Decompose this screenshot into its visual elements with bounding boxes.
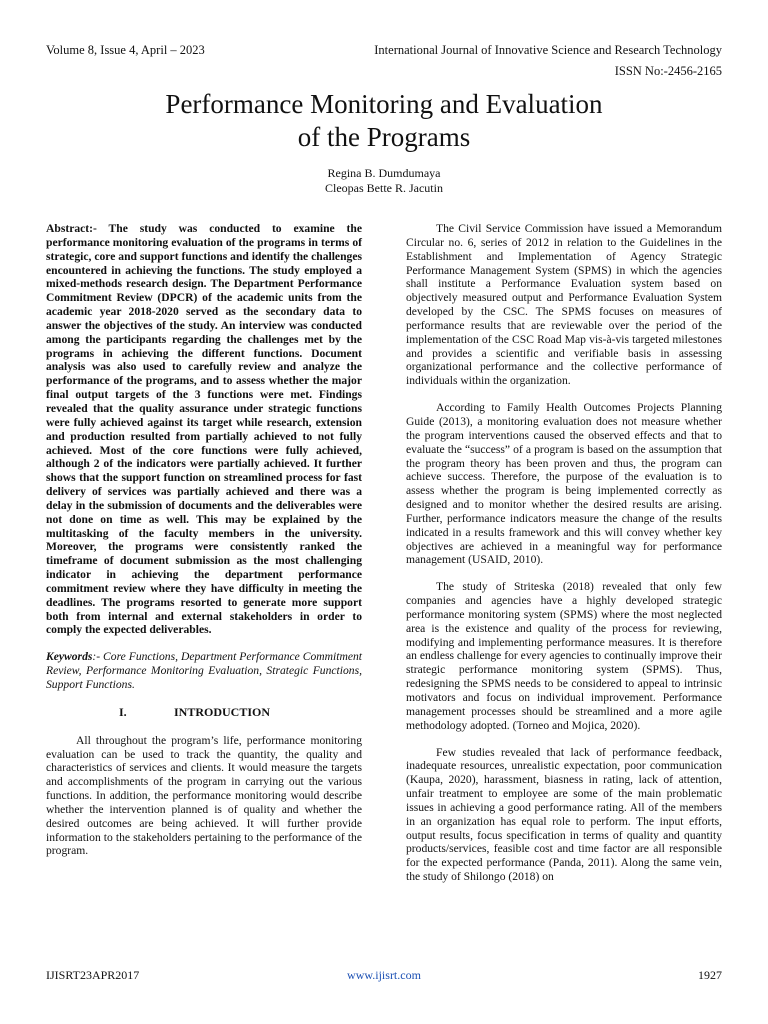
journal-link[interactable]: www.ijisrt.com: [347, 968, 421, 982]
body-paragraph: Few studies revealed that lack of performance feedback, inadequate resources, unrealistic expectation, poor communication (Kaupa, 2020), harassment, biasness in rating, lack of attention, unfair treatment to employee are some of the main problematic issues in achieving a good performance rating. All of the members in an organization has equal role to perform. The input efforts, output results, focus specification in terms of quality and quantity products/services, feasible cost and time factor are all responsible for the expected performance (Panda, 2011). Along the same vein, the study of Shilongo (2018) on: [406, 745, 722, 884]
body-paragraph: The Civil Service Commission have issued a Memorandum Circular no. 6, series of 2012 in relation to the Guidelines in the Establishment and Implementation of Agency Strategic Performance Management System (SPMS) in which the agencies shall institute a Performance Evaluation system based on objectively measured output and Performance Evaluation System developed by the CSC. The SPMS focuses on measures of performance results that are reviewable over the period of the implementation of the CSC Road Map vis-à-vis targeted milestones and provides a scientific and verifiable basis in assessing organizational performance and the collective performance of individuals within the organization.: [406, 222, 722, 388]
author-name: Regina B. Dumdumaya: [327, 166, 441, 180]
journal-volume: Volume 8, Issue 4, April – 2023: [46, 43, 205, 57]
section-title: INTRODUCTION: [174, 704, 271, 719]
left-column: [46, 222, 362, 871]
keywords-text: :- Core Functions, Department Performance Commitment Review, Performance Monitoring Evaluation, Strategic Functions, Support Functions.: [46, 650, 362, 691]
section-heading: [46, 706, 362, 720]
journal-issn: ISSN No:-2456-2165: [614, 64, 722, 78]
paper-title-line-2: of the Programs: [297, 122, 471, 152]
body-paragraph: According to Family Health Outcomes Projects Planning Guide (2013), a monitoring evaluation does not measure whether the program interventions caused the observed effects and that to evaluate the “success” of a program is based on the assumption that the program theory has been proven and thus, the program can achieve success. Therefore, the purpose of the evaluation is to assess whether the program is being implemented correctly as designed and to monitor whether the desired results are arising. Further, performance indicators measure the change of the results indicated in a results framework and this will convey whether key objectives are achieved in a meaningful way for performance management (USAID, 2010).: [406, 401, 722, 567]
keywords-paragraph: [46, 650, 362, 692]
right-column: [406, 222, 722, 897]
body-paragraph: The study of Striteska (2018) revealed that only few companies and agencies have a highly developed strategic performance monitoring system (SPMS) where the most neglected area is the existence and quality of the process for reviewing, modifying and implementing performance measures. It is therefore an endless challenge for every agencies to continually improve their strategic performance monitoring system (SPMS). Thus, redesigning the SPMS needs to be considered to appeal to intrinsic motivators and focus on individual improvement. Performance management processes should be streamlined and a more agile methodology adopted. (Torneo and Mojica, 2020).: [406, 580, 722, 732]
paper-title: [60, 88, 708, 154]
paper-code: IJISRT23APR2017: [46, 968, 140, 982]
page-number: 1927: [698, 968, 722, 982]
section-number: I.: [119, 704, 127, 719]
keywords-label: Keywords: [46, 650, 93, 664]
paper-title-line-1: Performance Monitoring and Evaluation: [165, 89, 603, 119]
journal-name: International Journal of Innovative Science and Research Technology: [374, 43, 722, 57]
author-name: Cleopas Bette R. Jacutin: [325, 180, 443, 195]
abstract-paragraph: Abstract:- The study was conducted to examine the performance monitoring evaluation of the programs in terms of strategic, core and support functions and identify the challenges encountered in achieving the functions. The study employed a mixed-methods research design. The Department Performance Commitment Review (DPCR) of the academic units from the academic year 2018-2020 served as the secondary data to answer the objectives of the study. An interview was conducted among the participants regarding the challenges met by the programs in achieving the different functions. Document analysis was also used to carefully review and analyze the performance of the programs, and to assess whether the major final output targets of the 3 functions were met. Findings revealed that the quality assurance under strategic functions were fully achieved against its target while research, extension and production resulted from partially achieved to not fully achieved. Most of the core functions were fully achieved, although 2 of the indicators were partially achieved. It further shows that the support function on streamlined process for fast delivery of services was partially achieved and there was a delay in the submission of documents and the deliverables were not done on time as well. This may be explained by the multitasking of the faculty members in the university. Moreover, the programs were consistently ranked the timeframe of document submission as the most challenging indicator in achieving the department performance commitment review where they have difficulty in meeting the deadlines. The programs resorted to generate more support both from internal and external stakeholders in order to comply the expected deliverables.: [46, 222, 362, 637]
author-list: [0, 166, 768, 195]
intro-paragraph: All throughout the program’s life, performance monitoring evaluation can be used to track the quantity, the quality and characteristics of services and clients. It would measure the targets and accomplishments of the program in carrying out the various functions. In addition, the performance monitoring would describe whether the intervention planned is of quality and whether the desired outcomes are being achieved. It will further provide information to the stakeholders pertaining to the performance of the program.: [46, 733, 362, 858]
